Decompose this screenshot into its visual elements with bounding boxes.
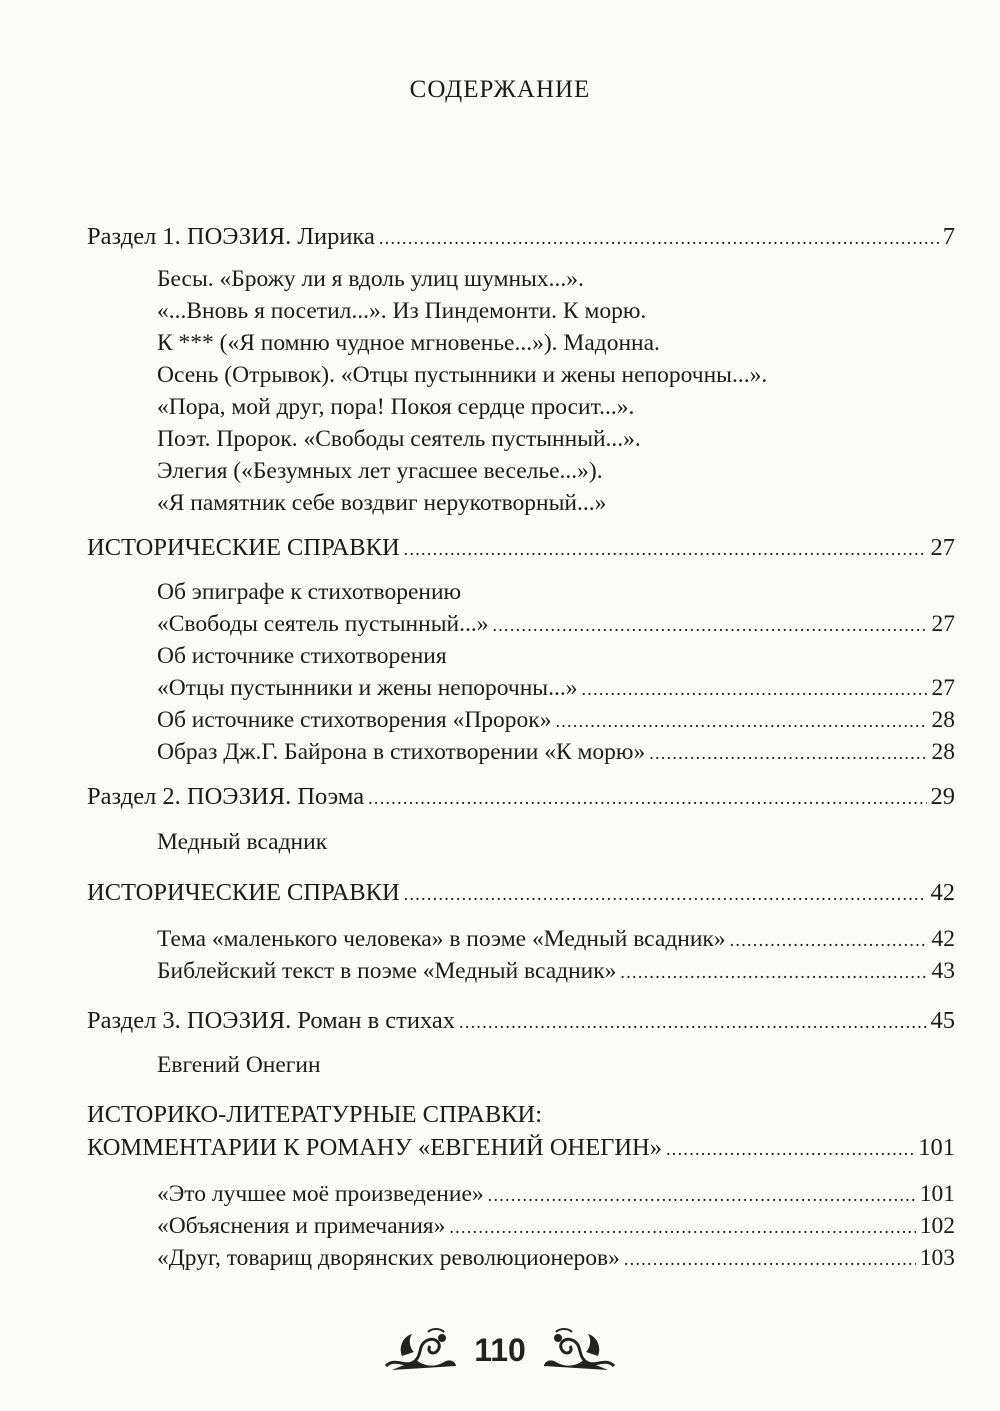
toc-entry-heading-line: ИСТОРИКО-ЛИТЕРАТУРНЫЕ СПРАВКИ:	[87, 1101, 543, 1128]
floral-ornament-right-icon	[540, 1326, 618, 1374]
toc-entry-page: 7	[942, 223, 955, 250]
leader-dots	[404, 878, 927, 909]
toc-entry-page: 103	[919, 1245, 955, 1271]
toc-entry-section-2[interactable]	[87, 782, 955, 813]
toc-entry-label: «Отцы пустынники и жены непорочны...»	[157, 675, 578, 701]
toc-entry-label: Раздел 2. ПОЭЗИЯ. Поэма	[87, 783, 365, 810]
toc-entry-label: Библейский текст в поэме «Медный всадник»	[157, 958, 617, 984]
toc-entry-label: Об источнике стихотворения «Пророк»	[157, 707, 552, 733]
toc-subitem-line: Об эпиграфе к стихотворению	[157, 579, 462, 605]
toc-subentry[interactable]	[157, 705, 955, 736]
leader-dots	[730, 924, 928, 955]
toc-subentry[interactable]	[157, 924, 955, 955]
toc-subitem: К *** («Я помню чудное мгновенье...»). Мадонна.	[157, 330, 660, 356]
toc-subentry[interactable]	[157, 609, 955, 640]
page-title: СОДЕРЖАНИЕ	[409, 76, 591, 103]
page-footer	[0, 1326, 1000, 1374]
leader-dots	[492, 609, 927, 640]
toc-entry-page: 101	[918, 1134, 955, 1161]
leader-dots	[459, 1006, 926, 1037]
toc-entry-page: 102	[919, 1213, 955, 1239]
toc-entry-section-3[interactable]	[87, 1006, 955, 1037]
toc-subitem: Евгений Онегин	[157, 1052, 321, 1078]
toc-entry-page: 27	[930, 534, 955, 561]
toc-entry-page: 28	[931, 707, 955, 733]
toc-subentry[interactable]	[157, 1211, 955, 1242]
toc-subentry[interactable]	[157, 737, 955, 768]
leader-dots	[488, 1179, 916, 1210]
toc-entry-label: ИСТОРИЧЕСКИЕ СПРАВКИ	[87, 534, 400, 561]
toc-entry-page: 29	[930, 783, 955, 810]
leader-dots	[555, 705, 927, 736]
toc-subitem: Поэт. Пророк. «Свободы сеятель пустынный...».	[157, 426, 641, 452]
toc-entry-page: 28	[931, 739, 955, 765]
floral-ornament-left-icon	[382, 1326, 460, 1374]
toc-entry-label: ИСТОРИЧЕСКИЕ СПРАВКИ	[87, 879, 400, 906]
toc-subentry[interactable]	[157, 1243, 955, 1274]
toc-subitem: Бесы. «Брожу ли я вдоль улиц шумных...».	[157, 266, 584, 292]
toc-entry-page: 45	[930, 1007, 955, 1034]
toc-subitem: Элегия («Безумных лет угасшее веселье...»).	[157, 458, 603, 484]
leader-dots	[624, 1243, 916, 1274]
toc-subentry[interactable]	[157, 1179, 955, 1210]
toc-entry-page: 42	[931, 926, 955, 952]
leader-dots	[404, 533, 927, 564]
toc-entry-section-1[interactable]	[87, 222, 955, 253]
toc-entry-label: «Это лучшее моё произведение»	[157, 1181, 484, 1207]
toc-entry-label: «Объяснения и примечания»	[157, 1213, 446, 1239]
toc-subentry[interactable]	[157, 956, 955, 987]
page-number: 110	[474, 1331, 526, 1368]
toc-entry-label: «Друг, товарищ дворянских революционеров»	[157, 1245, 620, 1271]
toc-subitem: Медный всадник	[157, 829, 328, 855]
toc-subitem: «Я памятник себе воздвиг нерукотворный...»	[157, 490, 607, 516]
toc-entry-historical-notes-1[interactable]	[87, 533, 955, 564]
toc-entry-page: 27	[931, 611, 955, 637]
toc-entry-label: КОММЕНТАРИИ К РОМАНУ «ЕВГЕНИЙ ОНЕГИН»	[87, 1134, 662, 1161]
toc-subitem: «Пора, мой друг, пора! Покоя сердце просит...».	[157, 394, 635, 420]
toc-subitem: Осень (Отрывок). «Отцы пустынники и жены непорочны...».	[157, 362, 768, 388]
leader-dots	[666, 1133, 914, 1164]
toc-entry-historical-literary-notes[interactable]	[87, 1133, 955, 1164]
toc-subentry[interactable]	[157, 673, 955, 704]
leader-dots	[449, 1211, 915, 1242]
leader-dots	[379, 222, 939, 253]
toc-entry-historical-notes-2[interactable]	[87, 878, 955, 909]
toc-entry-page: 43	[931, 958, 955, 984]
leader-dots	[620, 956, 927, 987]
toc-entry-page: 101	[919, 1181, 955, 1207]
toc-entry-label: Раздел 3. ПОЭЗИЯ. Роман в стихах	[87, 1007, 456, 1034]
toc-subitem: «...Вновь я посетил...». Из Пиндемонти. К морю.	[157, 298, 647, 324]
leader-dots	[581, 673, 927, 704]
toc-subitem-line: Об источнике стихотворения	[157, 643, 447, 669]
leader-dots	[368, 782, 926, 813]
leader-dots	[649, 737, 927, 768]
toc-entry-label: «Свободы сеятель пустынный...»	[157, 611, 489, 637]
toc-entry-page: 42	[930, 879, 955, 906]
toc-entry-page: 27	[931, 675, 955, 701]
toc-entry-label: Тема «маленького человека» в поэме «Медный всадник»	[157, 926, 726, 952]
toc-entry-label: Образ Дж.Г. Байрона в стихотворении «К морю»	[157, 739, 646, 765]
toc-entry-label: Раздел 1. ПОЭЗИЯ. Лирика	[87, 223, 375, 250]
